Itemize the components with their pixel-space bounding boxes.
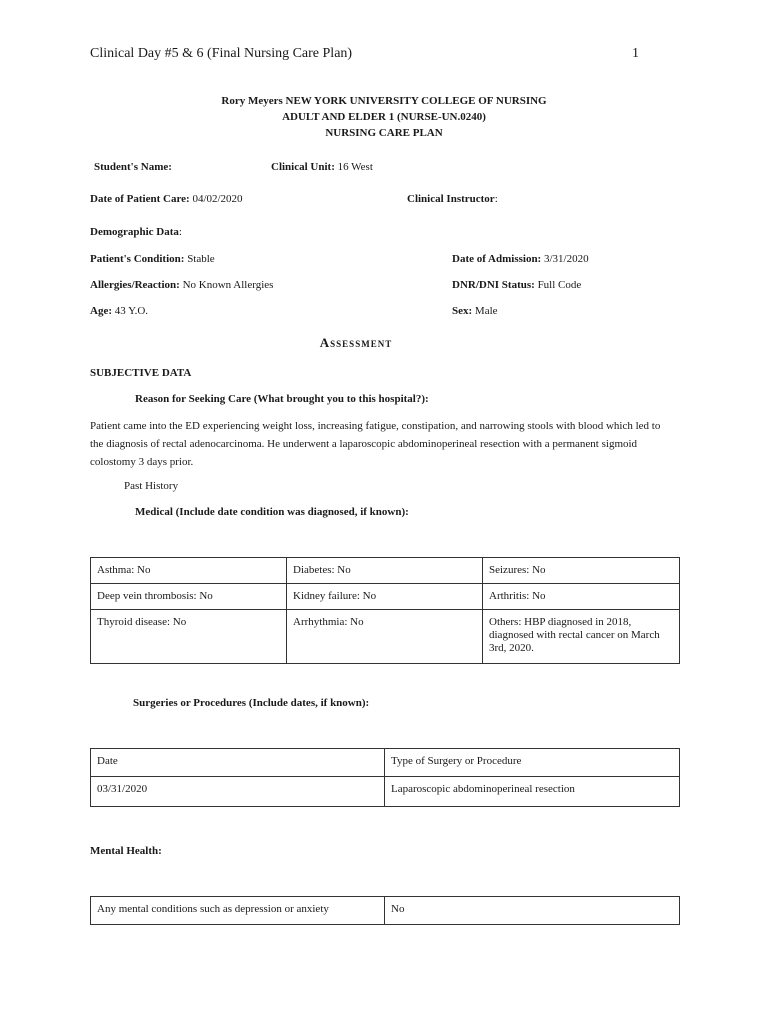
reason-line: the diagnosis of rectal adenocarcinoma. He underwent a laparoscopic abdominoperineal resection with a permanent sigmoid [90,438,638,450]
clinical-unit-label: Clinical Unit: [271,161,335,173]
table-cell: Asthma: No [91,558,287,584]
table-row [91,584,680,610]
student-name-label: Student's Name: [94,161,172,173]
table-row [91,558,680,584]
demographic-data-suffix: : [178,226,182,238]
medical-history-label: Medical (Include date condition was diagnosed, if known): [135,506,409,518]
sex-label: Sex: [452,305,473,317]
surgeries-label: Surgeries or Procedures (Include dates, if known): [133,697,370,709]
dnr-status-field [452,279,581,291]
patient-condition-value: Stable [187,253,215,265]
demographic-data-field [90,226,182,238]
age-value: 43 Y.O. [114,305,149,317]
admission-date-field [452,253,589,265]
table-cell: No [385,897,680,925]
date-of-care-field [90,193,243,205]
patient-condition-label: Patient's Condition: [90,253,185,265]
admission-date-value: 3/31/2020 [543,253,589,265]
table-cell: Diabetes: No [287,558,483,584]
medical-history-table [90,557,680,664]
page-number: 1 [632,46,639,61]
demographic-data-label: Demographic Data [90,226,179,238]
table-cell: Deep vein thrombosis: No [91,584,287,610]
course-name: ADULT AND ELDER 1 (NURSE-UN.0240) [282,111,486,123]
reason-line: Patient came into the ED experiencing weight loss, increasing fatigue, constipation, and narrowing stools with blood which led to [90,420,661,432]
table-cell: Thyroid disease: No [91,610,287,664]
table-header-cell: Type of Surgery or Procedure [385,749,680,777]
assessment-heading: Assessment [319,335,393,350]
clinical-unit-field [271,161,373,173]
table-row [91,897,680,925]
past-history-label: Past History [124,480,179,492]
admission-date-label: Date of Admission: [452,253,542,265]
clinical-instructor-suffix: : [494,193,498,205]
clinical-unit-value: 16 West [337,161,373,173]
table-header-cell: Date [91,749,385,777]
document-title: NURSING CARE PLAN [325,127,443,139]
table-cell: Laparoscopic abdominoperineal resection [385,777,680,807]
document-header-title: Clinical Day #5 & 6 (Final Nursing Care Plan) [90,46,353,61]
table-cell: Kidney failure: No [287,584,483,610]
date-of-care-value: 04/02/2020 [192,193,243,205]
sex-value: Male [474,305,498,317]
surgeries-table [90,748,680,807]
age-label: Age: [90,305,112,317]
mental-health-label: Mental Health: [90,845,162,857]
table-cell: Arrhythmia: No [287,610,483,664]
reason-line: colostomy 3 days prior. [90,456,194,468]
reason-for-care-text [90,417,690,471]
clinical-instructor-label: Clinical Instructor [407,193,495,205]
patient-condition-field [90,253,215,265]
sex-field [452,305,498,317]
table-cell: Arthritis: No [483,584,680,610]
dnr-status-label: DNR/DNI Status: [452,279,535,291]
subjective-data-label: SUBJECTIVE DATA [90,367,192,379]
age-field [90,305,148,317]
table-cell: Others: HBP diagnosed in 2018, diagnosed with rectal cancer on March 3rd, 2020. [483,610,680,664]
allergies-value: No Known Allergies [182,279,274,291]
table-cell: Seizures: No [483,558,680,584]
allergies-field [90,279,273,291]
table-row [91,777,680,807]
student-name-field [94,161,172,173]
clinical-instructor-field [407,193,498,205]
institution-name: Rory Meyers NEW YORK UNIVERSITY COLLEGE OF NURSING [221,95,547,107]
allergies-label: Allergies/Reaction: [90,279,180,291]
table-cell: Any mental conditions such as depression or anxiety [91,897,385,925]
table-row [91,610,680,664]
table-header-row [91,749,680,777]
date-of-care-label: Date of Patient Care: [90,193,190,205]
dnr-status-value: Full Code [537,279,582,291]
reason-for-care-label: Reason for Seeking Care (What brought you to this hospital?): [135,393,429,405]
table-cell: 03/31/2020 [91,777,385,807]
mental-health-table [90,896,680,925]
